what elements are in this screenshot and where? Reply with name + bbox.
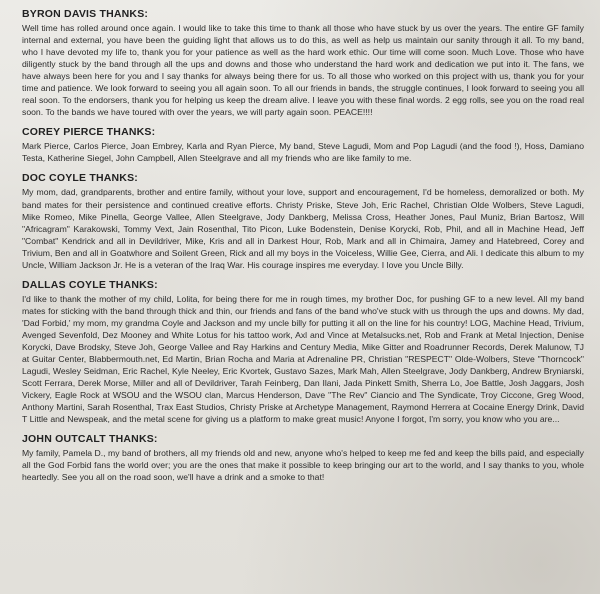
section-text: Mark Pierce, Carlos Pierce, Joan Embrey, Karla and Ryan Pierce, My band, Steve Lagudi, Mom and Pop Lagudi (and the food !), Hoss, Damiano Testa, Katherine Siegel, John Campbell, Allen Steelgrave and all my friends who are like family to me. xyxy=(22,141,584,164)
section-doc-coyle xyxy=(22,172,584,270)
section-heading: DALLAS COYLE THANKS: xyxy=(22,278,158,291)
section-corey-pierce xyxy=(22,126,584,164)
section-text: I'd like to thank the mother of my child, Lolita, for being there for me in rough times, my brother Doc, for pushing GF to a new level. All my band mates for sticking with the band through thick and thin, our friends and fans of the band who've stuck with us through the ups and downs. My dad, 'Dad Forbid,' my mom, my grandma Coyle and Jackson and my uncle billy for putting it all on the line for his country! LOG, Machine Head, Trivium, Avenged Sevenfold, Dez Mooney and White Lotus for his tattoo work, Axl and Vince at Metalsucks.net, Rob and Frank at Metal Injection, Denise Korycki, Dave Brodsky, Steve Joh, George Vallee and Ray Harkins and Century Media, Mike Gitter and Roadrunner Records, Derek Malunow, TJ at Guitar Center, Blabbermouth.net, Ed Martin, Brian Rocha and Maria at Adrenaline PR, Christian "RESPECT" Olde-Wolbers, Steve "Thorncock" Lagudi, Wesley Seidman, Eric Rachel, Kyle Neeley, Eric Kvortek, Gustavo Sazes, Mark Mah, Allen Steelgrave, Jody Dankberg, Andrew Bryniarski, Scott Ferrara, Derek Morse, Miller and all of Devildriver, Tarah Feinberg, Dan Ilani, Jada Pinkett Smith, Sherra Lo, Joe Battle, Josh Jaggars, Josh Vickery, Eagle Rock at WSOU and the WSOU clan, Marcus Henderson, Dave "The Rev" Ciancio and The Syndicate, Troy Ciccone, Greg Wood, Anthony Martini, Sarah Rosenthal, Trax East Studios, Christy Priske at Archetype Management, Raymond Herrera at Cocaine Energy Drink, David T Little and Newspeak, and the metal scene for giving us a platform to make great music! Anyone I forgot, I'm sorry, you know who you are... xyxy=(22,293,584,425)
section-text: My mom, dad, grandparents, brother and entire family, without your love, support and encouragement, I'd be homeless, demoralized or both. My band mates for their persistence and continued creative efforts. Christy Priske, Steve Joh, Eric Rachel, Christian Olde Wolbers, Steve Lagudi, Mike Romeo, Mike Pinella, George Vallee, Allen Steelgrave, Jody Dankberg, Melissa Cross, Heather Jones, Paul Muniz, Brian Bartosz, Will "Africagram" Karakowski, Tommy Vext, Jain Rosenthal, Tito Picon, Luke Bodenstein, Denise Korycki, Rob, Phil, and all in Machine Head, Jeff "Combat" Kendrick and all in Devildriver, Mike, Kris and all in Darkest Hour, Rob, Mark and all in Chimaira, Jamey and Hatebreed, Corey and Trivium, Ben and all in Goatwhore and Soilent Green, Rick and all my boys in the Voiceless, Willie Gee, Cierra, and Ali. I dedicate this album to my Uncle, William Jackson Jr. He is a veteran of the Iraq War. His courage inspires me everyday. I love you Uncle Billy. xyxy=(22,187,584,270)
section-heading: BYRON DAVIS THANKS: xyxy=(22,8,149,20)
section-heading: JOHN OUTCALT THANKS: xyxy=(22,433,158,446)
section-heading: COREY PIERCE THANKS: xyxy=(22,126,156,139)
section-byron-davis xyxy=(22,8,584,118)
thanks-content xyxy=(22,8,584,491)
section-john-outcalt xyxy=(22,433,584,483)
section-text: Well time has rolled around once again. I would like to take this time to thank all those who have stuck by us over the years. The entire GF family internal and external, you have been the guiding light that allows us to do this, as well as help us maintain our sanity through it all. To my band, who I have devoted my life to, thank you for your patience as well as the hard work ethic. Our time will come soon. Much Love. Those who have diligently stuck by the band through all the ups and downs and those who understand the hard work and dedication we put into it. The fans, we have always been here for you and I say thanks for always being there for us. To all those who worked on this project with us, thank you for your time and patience. We look forward to seeing you all again soon. To all our friends in bands, the struggle continues, I look forward to seeing you all real soon. To the endorsers, thank you for helping us keep the dream alive. I leave you with these final words. 2 egg rolls, see you on the road real soon. To the bands we have toured with over the years, we will party again soon. PEACE!!!! xyxy=(22,23,584,118)
section-heading: DOC COYLE THANKS: xyxy=(22,172,138,185)
section-text: My family, Pamela D., my band of brothers, all my friends old and new, anyone who's helped to keep me fed and keep the bills paid, and especially all the God Forbid fans the world over; you are the ones that make it possible to keep bringing our art to the world, and I say thanks to you, whole heartedly. See you all on the road soon, we'll have a drink and a smoke to that! xyxy=(22,448,584,483)
section-dallas-coyle xyxy=(22,279,584,426)
